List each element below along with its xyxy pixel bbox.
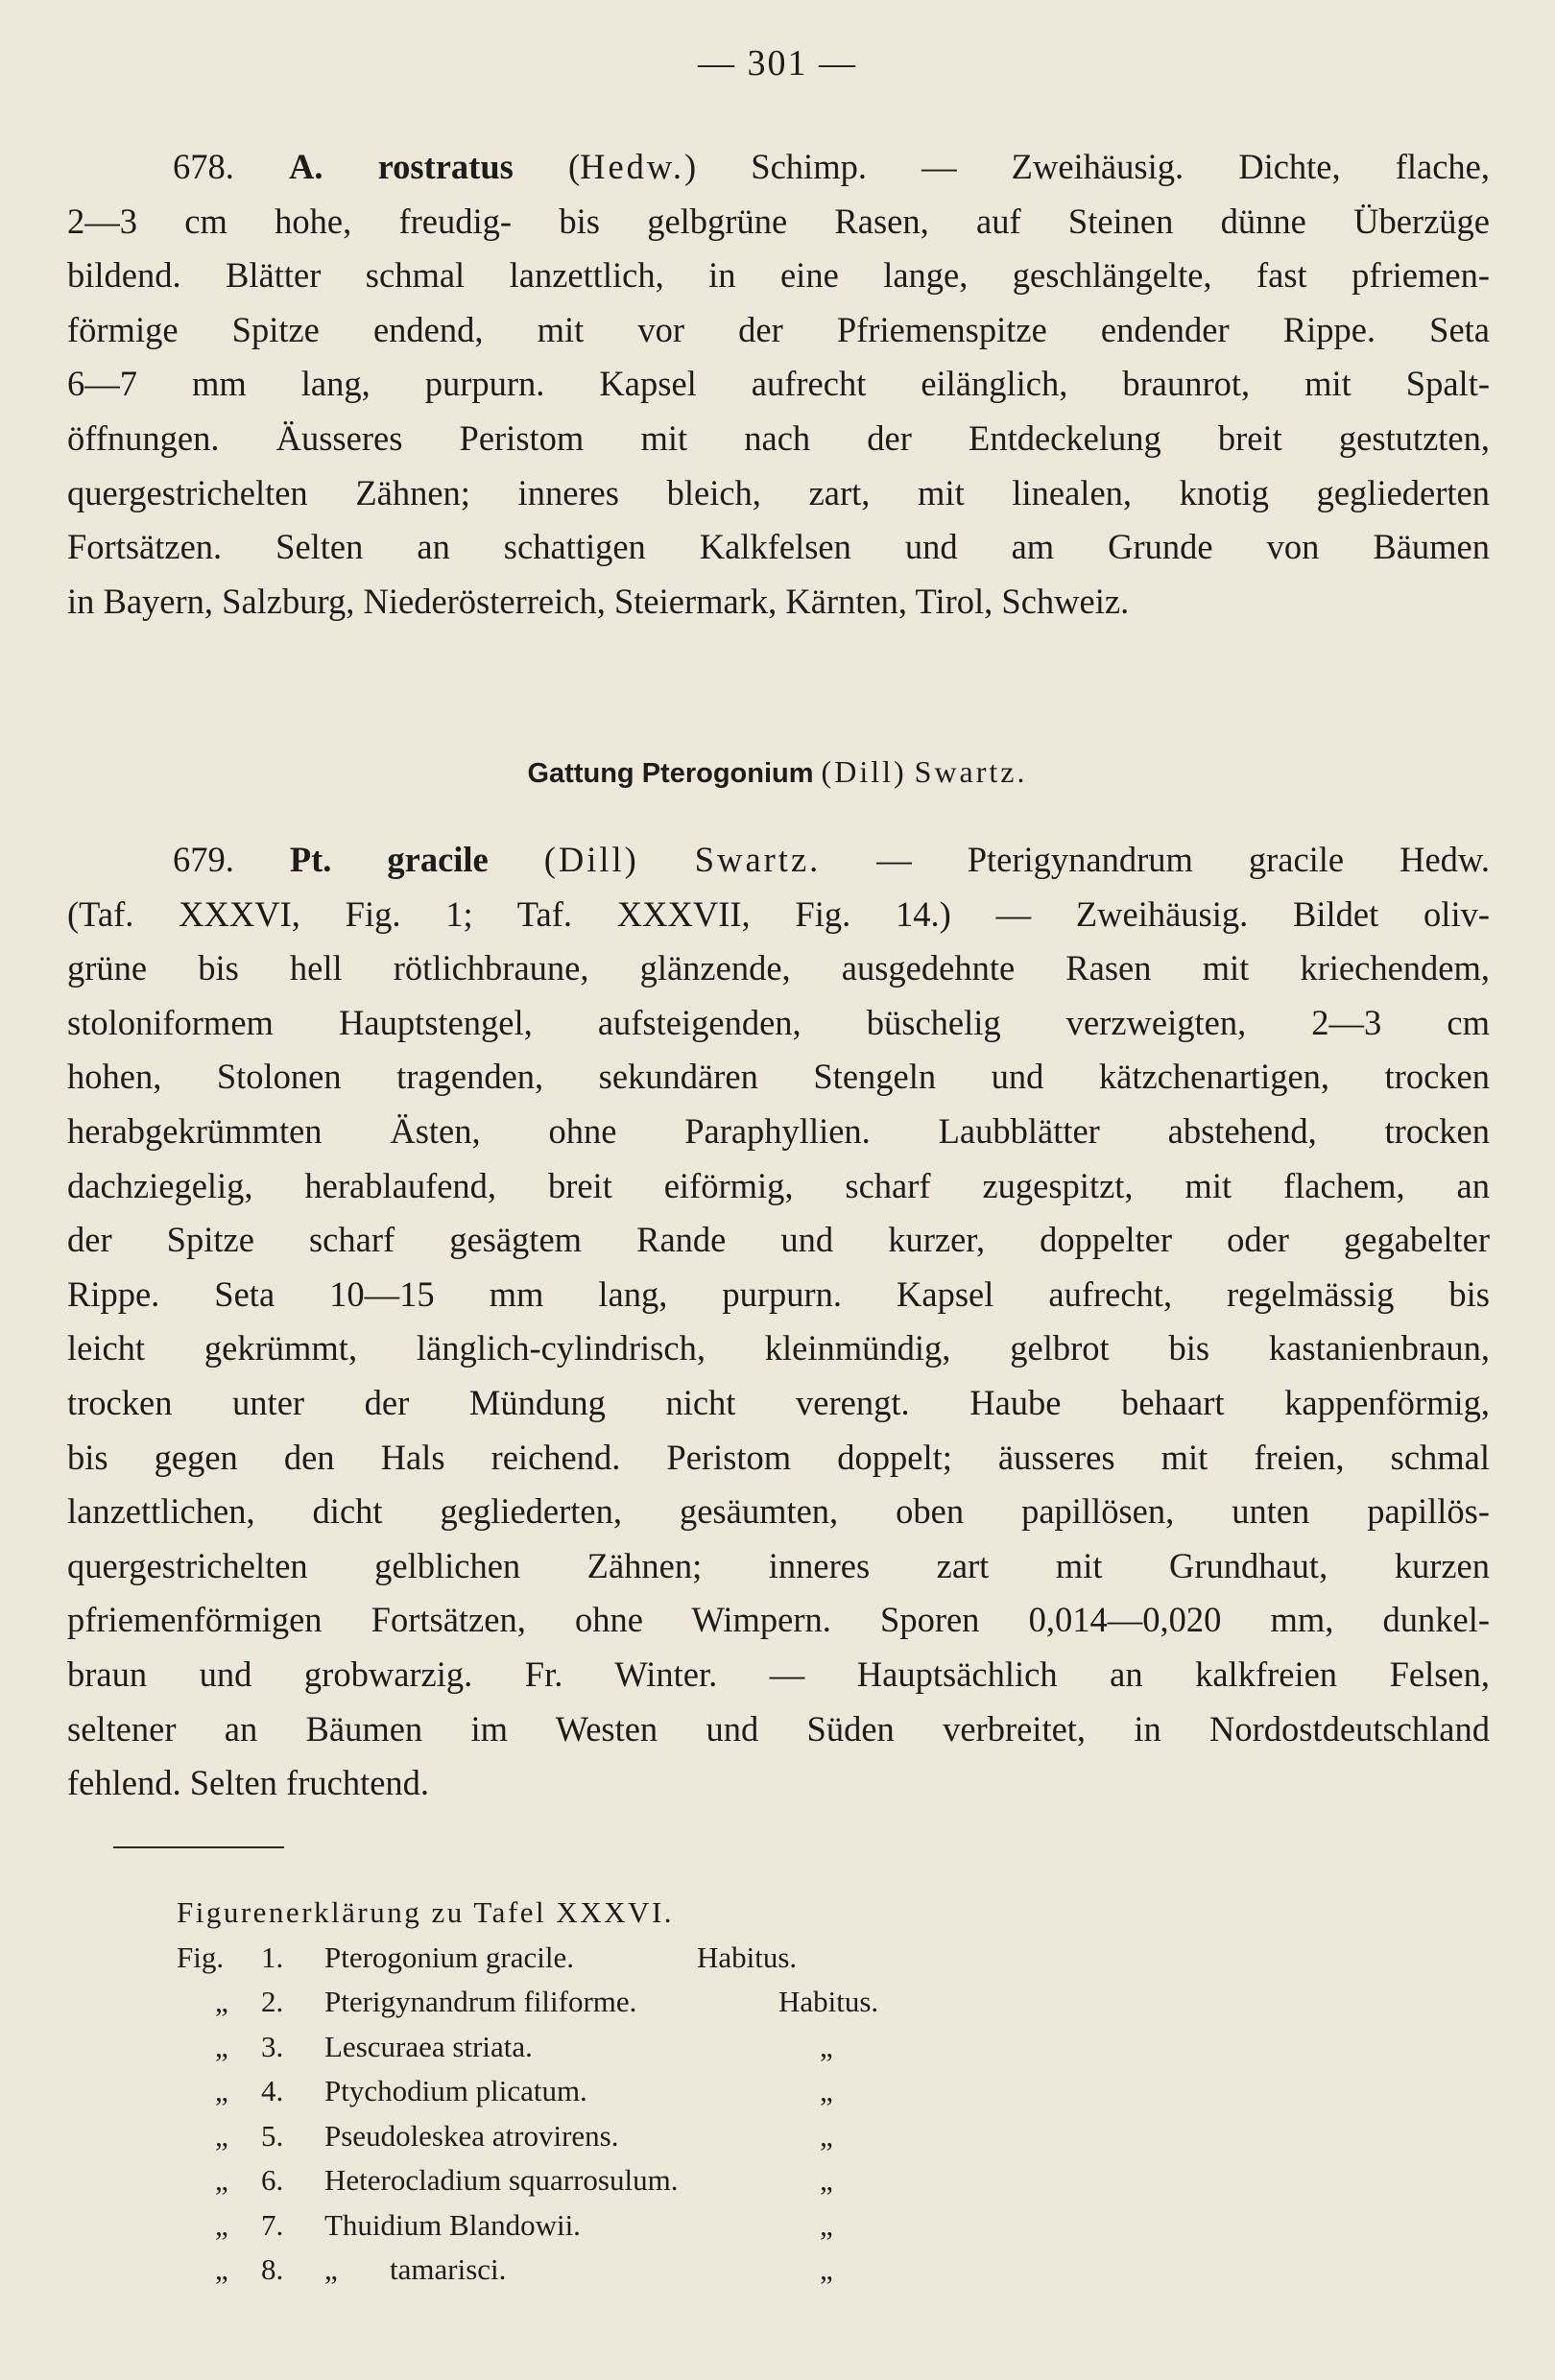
text-line: in Bayern, Salzburg, Niederösterreich, Steiermark, Kärnten, Tirol, Schweiz. — [67, 581, 1130, 621]
text-line: der Spitze scharf gesägtem Rande und kurzer, doppelter oder gegabelter — [67, 1220, 1490, 1260]
text-line: (Taf. XXXVI, Fig. 1; Taf. XXXVII, Fig. 14.) — Zweihäusig. Bildet oliv- — [67, 893, 1490, 934]
text-line: pfriemenförmigen Fortsätzen, ohne Wimpern. Sporen 0,014—0,020 mm, dunkel- — [67, 1600, 1490, 1640]
footnote-divider — [113, 1846, 284, 1848]
text-line: trocken unter der Mündung nicht verengt. Haube behaart kappenförmig, — [67, 1382, 1490, 1422]
text-line: öffnungen. Äusseres Peristom mit nach der Entdeckelung breit gestutzten, — [67, 417, 1490, 458]
text-line: förmige Spitze endend, mit vor der Pfriemenspitze endender Rippe. Seta — [67, 309, 1490, 349]
figure-row: „ 2. Pterigynandrum filiforme. Habitus. — [215, 1985, 879, 2018]
text-line: seltener an Bäumen im Westen und Süden verbreitet, in Nordostdeutschland — [67, 1708, 1490, 1749]
text-line: braun und grobwarzig. Fr. Winter. — Hauptsächlich an kalkfreien Felsen, — [67, 1654, 1490, 1694]
genus-name: Pterogonium — [641, 758, 814, 789]
page-number: — 301 — — [698, 43, 857, 83]
figure-row: „ 3. Lescuraea striata. „ — [215, 2029, 833, 2063]
text-line: leicht gekrümmt, länglich-cylindrisch, kleinmündig, gelbrot bis kastanienbraun, — [67, 1328, 1490, 1368]
genus-heading: Gattung Pterogonium (Dill) Swartz. — [527, 754, 1028, 789]
text-line: 2—3 cm hohe, freudig- bis gelbgrüne Rasen, auf Steinen dünne Überzüge — [67, 201, 1490, 241]
figure-row: „ 4. Ptychodium plicatum. „ — [215, 2074, 833, 2107]
text-line: fehlend. Selten fruchtend. — [67, 1763, 430, 1803]
species-name: Pt. gracile — [289, 840, 489, 879]
author-name: (Dill) — [543, 840, 639, 879]
text-line: herabgekrümmten Ästen, ohne Paraphyllien. Laubblätter abstehend, trocken — [67, 1110, 1490, 1151]
figure-row: Fig. 1. Pterogonium gracile. Habitus. — [177, 1940, 798, 1974]
text-line: quergestrichelten gelblichen Zähnen; inneres zart mit Grundhaut, kurzen — [67, 1545, 1490, 1585]
text-line: 6—7 mm lang, purpurn. Kapsel aufrecht eilänglich, braunrot, mit Spalt- — [67, 364, 1490, 404]
text-line: bildend. Blätter schmal lanzettlich, in eine lange, geschlängelte, fast pfriemen- — [67, 255, 1490, 296]
figure-row: „ 8. „ tamarisci. „ — [215, 2252, 833, 2286]
text-line: bis gegen den Hals reichend. Peristom doppelt; äusseres mit freien, schmal — [67, 1437, 1490, 1477]
author-name: Hedw. — [580, 147, 685, 186]
entry-679 — [67, 833, 1490, 1811]
entry-678 — [67, 140, 1490, 629]
species-name: A. rostratus — [288, 147, 514, 186]
text-line: Rippe. Seta 10—15 mm lang, purpurn. Kapsel aufrecht, regelmässig bis — [67, 1273, 1490, 1314]
figure-explanation-title: Figurenerklärung zu Tafel XXXVI. — [177, 1895, 675, 1929]
text-line: dachziegelig, herablaufend, breit eiförmig, scharf zugespitzt, mit flachem, an — [67, 1165, 1490, 1205]
figure-row: „ 7. Thuidium Blandowii. „ — [215, 2207, 833, 2242]
text-line: grüne bis hell rötlichbraune, glänzende, ausgedehnte Rasen mit kriechendem, — [67, 948, 1490, 988]
text-line: Fortsätzen. Selten an schattigen Kalkfelsen und am Grunde von Bäumen — [67, 527, 1490, 567]
entry-678-line-1: 678. A. rostratus (Hedw.) Schimp. — Zweihäusig. Dichte, flache, — [173, 147, 1491, 186]
text-line: quergestrichelten Zähnen; inneres bleich, zart, mit linealen, knotig gegliederten — [67, 472, 1490, 512]
text-line: lanzettlichen, dicht gegliederten, gesäumten, oben papillösen, unten papillös- — [67, 1491, 1490, 1532]
entry-679-line-1: 679. Pt. gracile (Dill) Swartz. — Pterigynandrum gracile Hedw. — [173, 840, 1491, 879]
figure-explanation — [177, 1891, 1041, 2293]
text-line: stoloniformem Hauptstengel, aufsteigenden, büschelig verzweigten, 2—3 cm — [67, 1002, 1490, 1042]
figure-row: „ 6. Heterocladium squarrosulum. „ — [215, 2163, 833, 2197]
figure-row: „ 5. Pseudoleskea atrovirens. „ — [215, 2118, 833, 2153]
text-line: hohen, Stolonen tragenden, sekundären Stengeln und kätzchenartigen, trocken — [67, 1057, 1490, 1097]
